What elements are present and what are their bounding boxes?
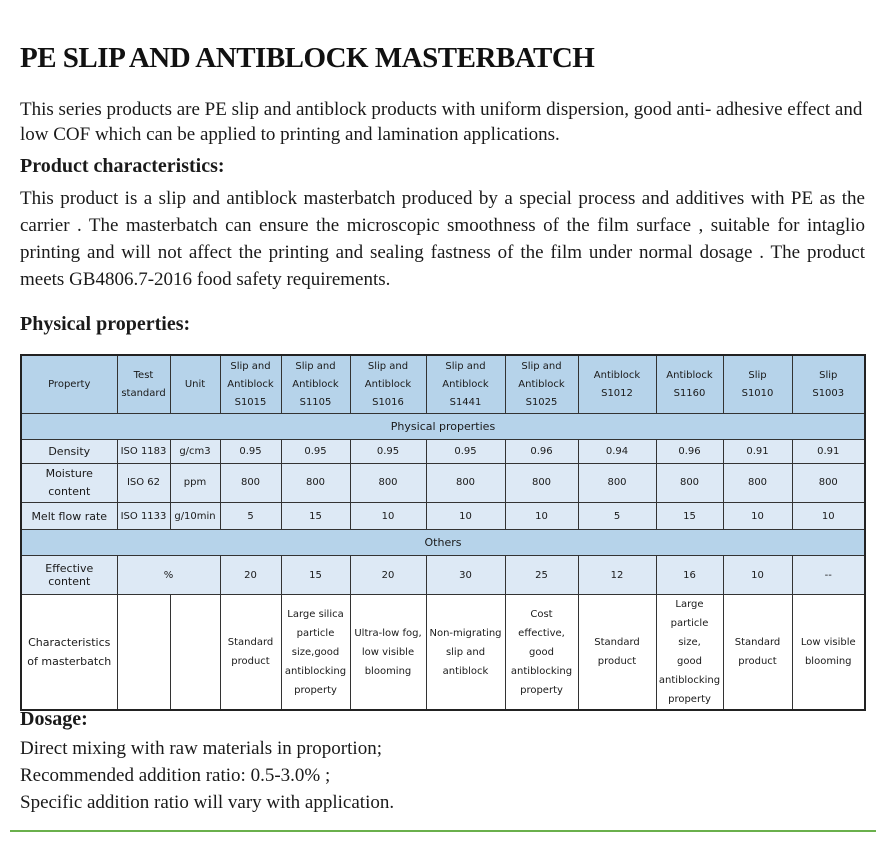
- test-standard-cell: ISO 1183: [117, 440, 170, 464]
- header-product-s1003: Slip S1003: [792, 355, 865, 414]
- section-label-physical: Physical properties: [21, 414, 865, 440]
- table-row-effective-content: [21, 556, 865, 595]
- section-label-others: Others: [21, 530, 865, 556]
- value-cell: 0.95: [281, 440, 350, 464]
- value-cell: 0.95: [426, 440, 505, 464]
- value-cell: 800: [656, 464, 723, 503]
- value-cell: 0.91: [792, 440, 865, 464]
- value-cell: 800: [792, 464, 865, 503]
- empty-cell: [117, 595, 170, 711]
- test-standard-cell: ISO 1133: [117, 503, 170, 530]
- page-title: PE SLIP AND ANTIBLOCK MASTERBATCH: [20, 42, 595, 74]
- value-cell: 16: [656, 556, 723, 595]
- physical-properties-table: [20, 354, 866, 711]
- value-cell: 30: [426, 556, 505, 595]
- value-cell: 5: [220, 503, 281, 530]
- header-product-s1441: Slip and Antiblock S1441: [426, 355, 505, 414]
- value-cell: 800: [350, 464, 426, 503]
- value-cell: Cost effective, good antiblocking property: [505, 595, 578, 711]
- header-unit: Unit: [170, 355, 220, 414]
- value-cell: Ultra-low fog, low visible blooming: [350, 595, 426, 711]
- row-label: Characteristics of masterbatch: [21, 595, 117, 711]
- value-cell: 10: [723, 556, 792, 595]
- unit-cell: g/10min: [170, 503, 220, 530]
- value-cell: 12: [578, 556, 656, 595]
- value-cell: 0.91: [723, 440, 792, 464]
- header-product-s1015: Slip and Antiblock S1015: [220, 355, 281, 414]
- value-cell: 15: [281, 503, 350, 530]
- value-cell: 10: [723, 503, 792, 530]
- physical-properties-heading: Physical properties:: [20, 313, 191, 335]
- value-cell: 10: [505, 503, 578, 530]
- value-cell: 800: [220, 464, 281, 503]
- unit-cell: %: [117, 556, 220, 595]
- value-cell: 20: [220, 556, 281, 595]
- value-cell: Standard product: [578, 595, 656, 711]
- row-label: Melt flow rate: [21, 503, 117, 530]
- value-cell: Low visible blooming: [792, 595, 865, 711]
- header-test-standard: Test standard: [117, 355, 170, 414]
- value-cell: 800: [578, 464, 656, 503]
- table-row-melt-flow: [21, 503, 865, 530]
- characteristics-heading: Product characteristics:: [20, 155, 225, 177]
- header-product-s1012: Antiblock S1012: [578, 355, 656, 414]
- header-product-s1105: Slip and Antiblock S1105: [281, 355, 350, 414]
- value-cell: --: [792, 556, 865, 595]
- value-cell: 0.95: [220, 440, 281, 464]
- table-row-moisture: [21, 464, 865, 503]
- dosage-heading: Dosage:: [20, 708, 88, 730]
- value-cell: 800: [723, 464, 792, 503]
- dosage-line-1: Direct mixing with raw materials in proportion;: [20, 738, 382, 759]
- section-band-physical: [21, 414, 865, 440]
- value-cell: 800: [426, 464, 505, 503]
- header-product-s1025: Slip and Antiblock S1025: [505, 355, 578, 414]
- intro-paragraph: This series products are PE slip and antiblock products with uniform dispersion, good anti- adhesive effect and low COF which can be applied to printing and lamination applications.: [20, 99, 863, 145]
- value-cell: 15: [281, 556, 350, 595]
- value-cell: 5: [578, 503, 656, 530]
- header-product-s1160: Antiblock S1160: [656, 355, 723, 414]
- value-cell: 10: [426, 503, 505, 530]
- value-cell: 20: [350, 556, 426, 595]
- value-cell: 15: [656, 503, 723, 530]
- empty-cell: [170, 595, 220, 711]
- dosage-line-2: Recommended addition ratio: 0.5-3.0% ;: [20, 765, 331, 786]
- unit-cell: g/cm3: [170, 440, 220, 464]
- row-label: Density: [21, 440, 117, 464]
- value-cell: 0.96: [656, 440, 723, 464]
- row-label: Effective content: [21, 556, 117, 595]
- value-cell: 10: [350, 503, 426, 530]
- value-cell: Large silica particle size,good antiblocking property: [281, 595, 350, 711]
- section-band-others: [21, 530, 865, 556]
- value-cell: 0.95: [350, 440, 426, 464]
- value-cell: Standard product: [723, 595, 792, 711]
- value-cell: 25: [505, 556, 578, 595]
- header-product-s1016: Slip and Antiblock S1016: [350, 355, 426, 414]
- footer-divider: [10, 830, 876, 832]
- value-cell: Non-migrating slip and antiblock: [426, 595, 505, 711]
- row-label: Moisture content: [21, 464, 117, 503]
- table-header-row: [21, 355, 865, 414]
- test-standard-cell: ISO 62: [117, 464, 170, 503]
- header-product-s1010: Slip S1010: [723, 355, 792, 414]
- value-cell: 10: [792, 503, 865, 530]
- header-property: Property: [21, 355, 117, 414]
- value-cell: 0.94: [578, 440, 656, 464]
- dosage-line-3: Specific addition ratio will vary with application.: [20, 792, 395, 813]
- unit-cell: ppm: [170, 464, 220, 503]
- value-cell: 0.96: [505, 440, 578, 464]
- value-cell: Standard product: [220, 595, 281, 711]
- table-row-characteristics: [21, 595, 865, 711]
- table-row-density: [21, 440, 865, 464]
- value-cell: 800: [505, 464, 578, 503]
- value-cell: 800: [281, 464, 350, 503]
- value-cell: Large particle size, good antiblocking property: [656, 595, 723, 711]
- characteristics-text: This product is a slip and antiblock masterbatch produced by a special process and additives with PE as the carrier . The masterbatch can ensure the microscopic smoothness of the film surface , suitable for intaglio printing and will not affect the printing and sealing fastness of the film under normal dosage . The product meets GB4806.7-2016 food safety requirements.: [20, 188, 865, 290]
